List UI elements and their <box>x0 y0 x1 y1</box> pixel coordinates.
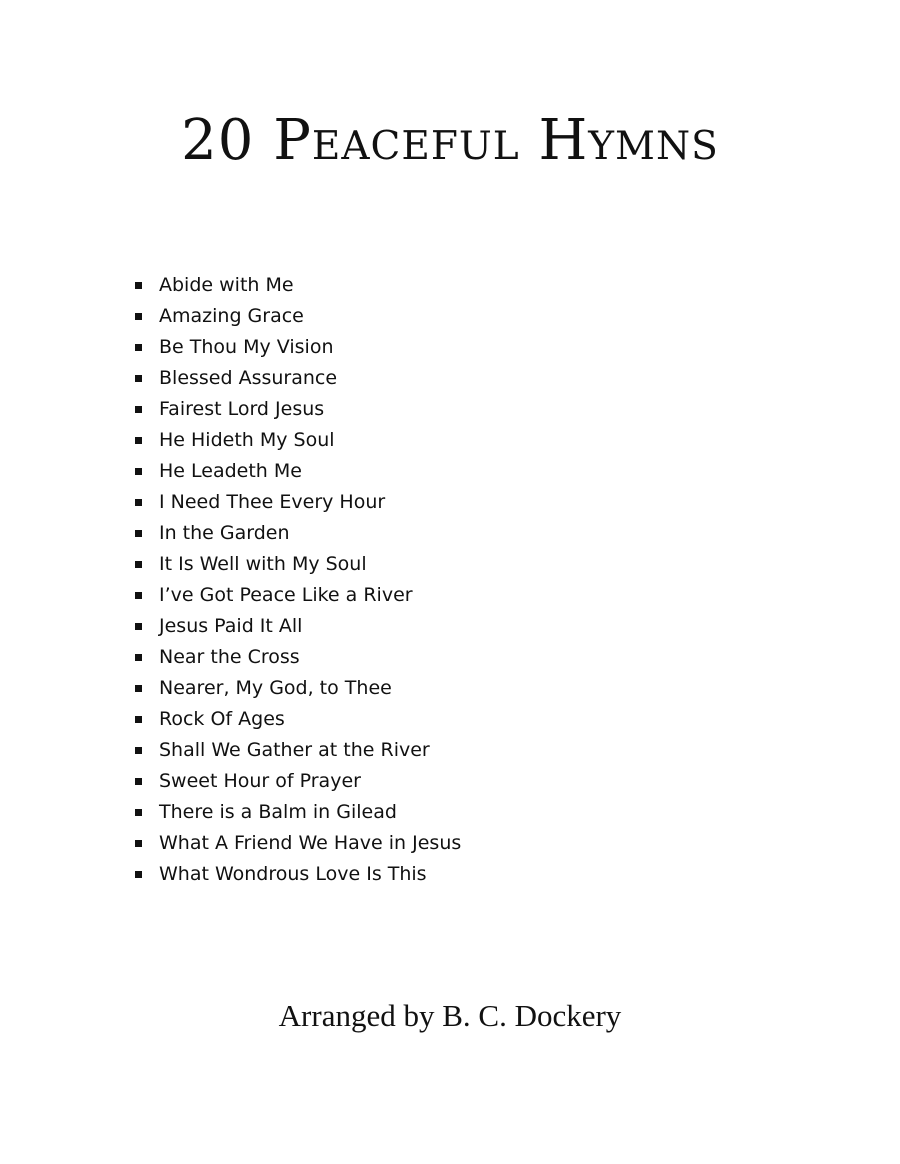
hymn-title: He Leadeth Me <box>159 460 302 482</box>
hymn-title: It Is Well with My Soul <box>159 553 367 575</box>
list-item <box>132 580 461 611</box>
square-bullet-icon <box>135 778 142 785</box>
hymn-title: Fairest Lord Jesus <box>159 398 325 420</box>
hymn-title: Abide with Me <box>159 274 294 296</box>
list-item <box>132 704 461 735</box>
hymn-title: Sweet Hour of Prayer <box>159 770 361 792</box>
square-bullet-icon <box>135 747 142 754</box>
square-bullet-icon <box>135 561 142 568</box>
hymn-list <box>132 270 461 890</box>
arranger-credit: Arranged by B. C. Dockery <box>278 998 622 1033</box>
list-item <box>132 611 461 642</box>
hymn-title: In the Garden <box>159 522 290 544</box>
square-bullet-icon <box>135 375 142 382</box>
hymn-title: Nearer, My God, to Thee <box>159 677 392 699</box>
list-item <box>132 859 461 890</box>
square-bullet-icon <box>135 530 142 537</box>
list-item <box>132 363 461 394</box>
square-bullet-icon <box>135 685 142 692</box>
square-bullet-icon <box>135 313 142 320</box>
list-item <box>132 797 461 828</box>
list-item <box>132 766 461 797</box>
hymn-title: Amazing Grace <box>159 305 304 327</box>
square-bullet-icon <box>135 344 142 351</box>
list-item <box>132 425 461 456</box>
list-item <box>132 828 461 859</box>
hymn-title: What A Friend We Have in Jesus <box>159 832 462 854</box>
list-item <box>132 301 461 332</box>
square-bullet-icon <box>135 592 142 599</box>
square-bullet-icon <box>135 499 142 506</box>
hymn-title: Be Thou My Vision <box>159 336 334 358</box>
list-item <box>132 673 461 704</box>
list-item <box>132 394 461 425</box>
hymn-title: He Hideth My Soul <box>159 429 335 451</box>
square-bullet-icon <box>135 437 142 444</box>
hymn-title: What Wondrous Love Is This <box>159 863 427 885</box>
list-item <box>132 487 461 518</box>
hymn-title: Shall We Gather at the River <box>159 739 430 761</box>
hymn-title: There is a Balm in Gilead <box>159 801 397 823</box>
list-item <box>132 642 461 673</box>
list-item <box>132 735 461 766</box>
hymn-title: Jesus Paid It All <box>159 615 303 637</box>
square-bullet-icon <box>135 623 142 630</box>
page-title: 20 Peaceful Hymns <box>181 108 719 173</box>
list-item <box>132 456 461 487</box>
square-bullet-icon <box>135 809 142 816</box>
square-bullet-icon <box>135 406 142 413</box>
list-item <box>132 549 461 580</box>
list-item <box>132 332 461 363</box>
list-item <box>132 518 461 549</box>
square-bullet-icon <box>135 840 142 847</box>
square-bullet-icon <box>135 654 142 661</box>
square-bullet-icon <box>135 871 142 878</box>
hymn-title: Rock Of Ages <box>159 708 285 730</box>
hymn-title: Blessed Assurance <box>159 367 338 389</box>
hymn-title: I Need Thee Every Hour <box>159 491 386 513</box>
square-bullet-icon <box>135 282 142 289</box>
list-item <box>132 270 461 301</box>
hymn-title: Near the Cross <box>159 646 300 668</box>
hymn-title: I’ve Got Peace Like a River <box>159 584 413 606</box>
square-bullet-icon <box>135 468 142 475</box>
square-bullet-icon <box>135 716 142 723</box>
